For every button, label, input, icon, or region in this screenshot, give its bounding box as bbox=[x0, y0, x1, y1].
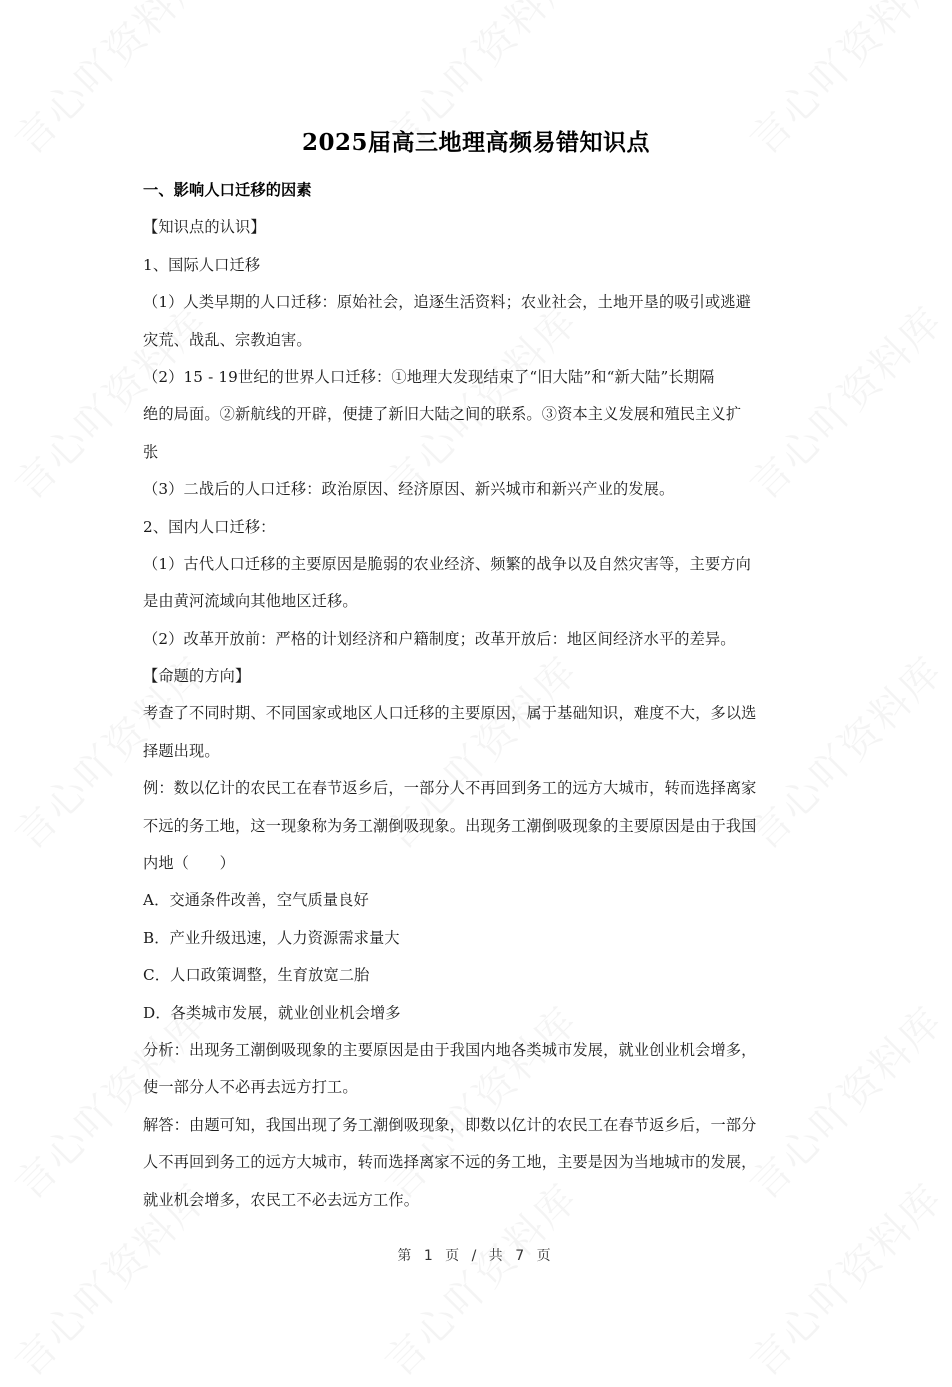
option-b: B．产业升级迅速，人力资源需求量大 bbox=[143, 928, 400, 947]
document-body bbox=[143, 172, 811, 1219]
paragraph-line: （1）古代人口迁移的主要原因是脆弱的农业经济、频繁的战争以及自然灾害等，主要方向 bbox=[143, 554, 751, 573]
paragraph-line: （1）人类早期的人口迁移：原始社会，追逐生活资料；农业社会，土地开垦的吸引或逃避 bbox=[143, 293, 751, 312]
answer-line: 就业机会增多，农民工不必去远方工作。 bbox=[143, 1190, 420, 1209]
paragraph-line: （3）二战后的人口迁移：政治原因、经济原因、新兴城市和新兴产业的发展。 bbox=[143, 480, 675, 499]
paragraph-line: 择题出现。 bbox=[143, 741, 220, 760]
subsection-heading: 1、国际人口迁移 bbox=[143, 255, 261, 274]
option-d: D．各类城市发展，就业创业机会增多 bbox=[143, 1003, 401, 1022]
paragraph-line: 是由黄河流域向其他地区迁移。 bbox=[143, 592, 358, 611]
document-title: 2025届高三地理高频易错知识点 bbox=[301, 129, 650, 156]
paragraph-line: 张 bbox=[143, 442, 159, 461]
paragraph-line: （2）改革开放前：严格的计划经济和户籍制度；改革开放后：地区间经济水平的差异。 bbox=[143, 629, 736, 648]
paragraph-line: 绝的局面。②新航线的开辟，便捷了新旧大陆之间的联系。③资本主义发展和殖民主义扩 bbox=[143, 405, 742, 424]
direction-label: 【命题的方向】 bbox=[143, 667, 251, 686]
section-heading: 一、影响人口迁移的因素 bbox=[143, 181, 312, 199]
knowledge-label: 【知识点的认识】 bbox=[143, 218, 266, 237]
answer-line: 解答：由题可知，我国出现了务工潮倒吸现象，即数以亿计的农民工在春节返乡后，一部分 bbox=[143, 1115, 757, 1134]
paragraph-line: （2）15 - 19世纪的世界人口迁移：①地理大发现结束了“旧大陆”和“新大陆”长期隔 bbox=[143, 367, 715, 386]
analysis-line: 分析：出现务工潮倒吸现象的主要原因是由于我国内地各类城市发展，就业创业机会增多， bbox=[143, 1040, 757, 1059]
page-indicator: 第 1 页 / 共 7 页 bbox=[397, 1248, 555, 1264]
option-a: A．交通条件改善，空气质量良好 bbox=[143, 891, 369, 910]
analysis-line: 使一部分人不必再去远方打工。 bbox=[143, 1078, 358, 1097]
answer-line: 人不再回到务工的远方大城市，转而选择离家不远的务工地，主要是因为当地城市的发展， bbox=[143, 1153, 757, 1172]
paragraph-line: 灾荒、战乱、宗教迫害。 bbox=[143, 330, 312, 349]
example-line: 例：数以亿计的农民工在春节返乡后，一部分人不再回到务工的远方大城市，转而选择离家 bbox=[143, 779, 757, 798]
subsection-heading: 2、国内人口迁移： bbox=[143, 517, 276, 536]
paragraph-line: 考查了不同时期、不同国家或地区人口迁移的主要原因，属于基础知识，难度不大，多以选 bbox=[143, 704, 757, 723]
option-c: C．人口政策调整，生育放宽二胎 bbox=[143, 966, 370, 985]
example-line: 不远的务工地，这一现象称为务工潮倒吸现象。出现务工潮倒吸现象的主要原因是由于我国 bbox=[143, 816, 757, 835]
example-line: 内地（ ） bbox=[143, 854, 236, 873]
